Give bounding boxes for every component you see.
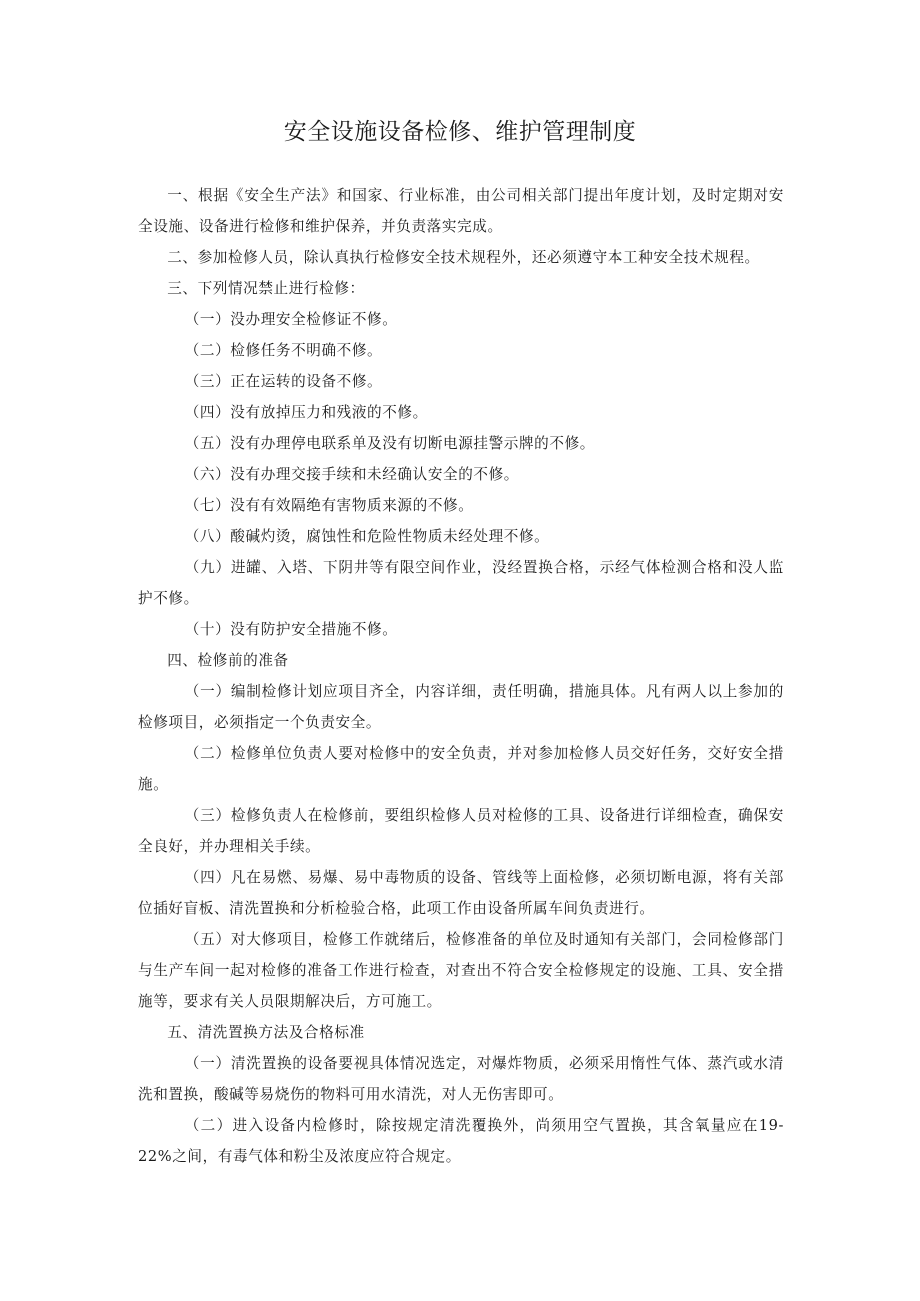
list-item: （二）检修单位负责人要对检修中的安全负责，并对参加检修人员交好任务，交好安全措施。 (138, 745, 784, 793)
list-item: （一）没办理安全检修证不修。 (184, 311, 398, 328)
list-item: （三）正在运转的设备不修。 (184, 373, 383, 390)
list-item: （二）进入设备内检修时，除按规定清洗覆换外，尚须用空气置换，其含氧量应在19-22%之间，有毒气体和粉尘及浓度应符合规定。 (138, 1117, 784, 1165)
list-item: （四）没有放掉压力和残液的不修。 (184, 404, 428, 421)
section-heading: 四、检修前的准备 (167, 652, 289, 669)
list-item: （一）清洗置换的设备要视具体情况选定，对爆炸物质，必须采用惰性气体、蒸汽或水清洗和置换，酸碱等易烧伤的物料可用水清洗，对人无伤害即可。 (138, 1055, 784, 1103)
list-item: （五）对大修项目，检修工作就绪后，检修准备的单位及时通知有关部门，会同检修部门与生产车间一起对检修的准备工作进行检查，对查出不符合安全检修规定的设施、工具、安全措施等，要求有关人员限期解决后，方可施工。 (138, 931, 784, 1010)
list-item: （三）检修负责人在检修前，要组织检修人员对检修的工具、设备进行详细检查，确保安全良好，并办理相关手续。 (138, 807, 784, 855)
section-heading: 五、清洗置换方法及合格标准 (167, 1024, 365, 1041)
document-body (138, 180, 784, 1172)
paragraph: 一、根据《安全生产法》和国家、行业标准，由公司相关部门提出年度计划，及时定期对安全设施、设备进行检修和维护保养，并负责落实完成。 (138, 187, 784, 235)
page-title: 安全设施设备检修、维护管理制度 (283, 119, 637, 145)
list-item: （二）检修任务不明确不修。 (184, 342, 383, 359)
list-item: （一）编制检修计划应项目齐全，内容详细，责任明确，措施具体。凡有两人以上参加的检修项目，必须指定一个负责安全。 (138, 683, 784, 731)
list-item: （五）没有办理停电联系单及没有切断电源挂警示牌的不修。 (184, 435, 595, 452)
list-item: （九）进罐、入塔、下阴井等有限空间作业，没经置换合格，示经气体检测合格和没人监护不修。 (138, 559, 784, 607)
paragraph: 二、参加检修人员，除认真执行检修安全技术规程外，还必须遵守本工种安全技术规程。 (167, 249, 760, 266)
list-item: （四）凡在易燃、易爆、易中毒物质的设备、管线等上面检修，必须切断电源，将有关部位插好盲板、清洗置换和分析检验合格，此项工作由设备所属车间负责进行。 (138, 869, 784, 917)
list-item: （七）没有有效隔绝有害物质来源的不修。 (184, 497, 474, 514)
paragraph: 三、下列情况禁止进行检修： (167, 280, 365, 297)
list-item: （八）酸碱灼烫，腐蚀性和危险性物质未经处理不修。 (184, 528, 550, 545)
list-item: （六）没有办理交接手续和未经确认安全的不修。 (184, 466, 519, 483)
list-item: （十）没有防护安全措施不修。 (184, 621, 398, 638)
